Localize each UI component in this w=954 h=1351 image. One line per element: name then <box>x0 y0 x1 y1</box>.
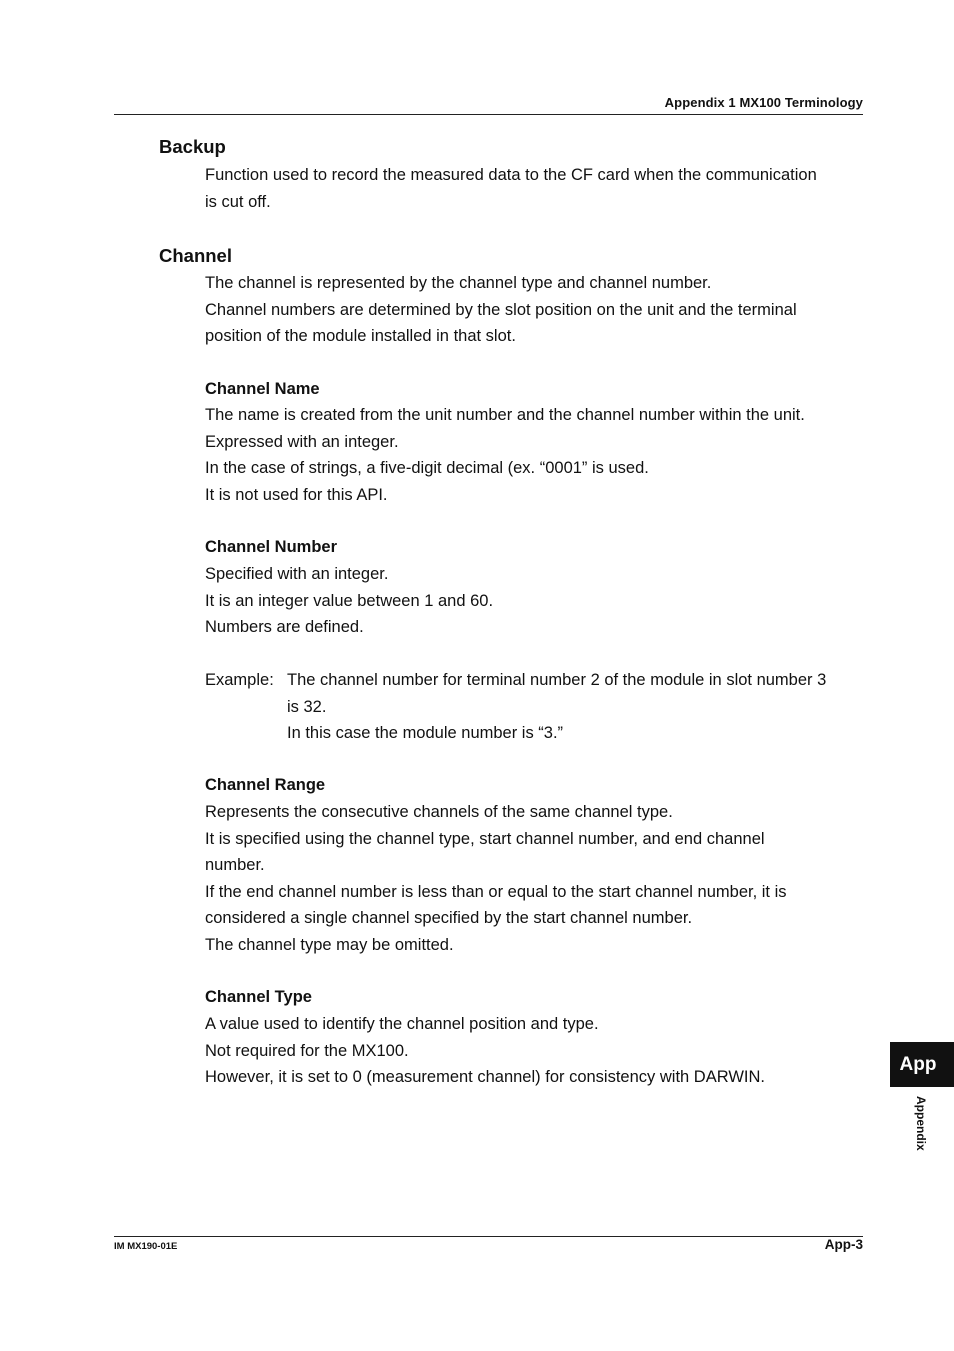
text-line: is cut off. <box>205 192 271 211</box>
text-line: It is not used for this API. <box>205 485 388 504</box>
appendix-tab: App <box>890 1042 954 1087</box>
text-line: considered a single channel specified by the start channel number. <box>205 909 693 927</box>
channel-type-text <box>205 1011 870 1091</box>
text-line: number. <box>205 856 265 874</box>
text-line: The name is created from the unit number and the channel number within the unit. <box>205 406 805 424</box>
heading-channel-name: Channel Name <box>205 380 320 398</box>
text-line: It is specified using the channel type, start channel number, and end channel <box>205 829 765 848</box>
channel-text <box>205 270 870 350</box>
text-line: Function used to record the measured data to the CF card when the communication <box>205 166 817 184</box>
text-line: A value used to identify the channel position and type. <box>205 1015 599 1033</box>
example-label: Example: <box>205 671 274 689</box>
text-line: In this case the module number is “3.” <box>287 724 564 742</box>
text-line: position of the module installed in that slot. <box>205 327 516 345</box>
heading-channel: Channel <box>159 245 232 266</box>
channel-name-text <box>205 402 870 508</box>
header-rule <box>114 114 863 115</box>
example-body <box>287 667 877 747</box>
appendix-vertical-label: Appendix <box>914 1096 928 1151</box>
footer-rule <box>114 1236 863 1237</box>
heading-channel-type: Channel Type <box>205 988 312 1006</box>
text-line: Represents the consecutive channels of the same channel type. <box>205 803 673 821</box>
text-line: The channel number for terminal number 2 of the module in slot number 3 <box>287 671 827 689</box>
text-line: is 32. <box>287 697 327 716</box>
text-line: However, it is set to 0 (measurement channel) for consistency with DARWIN. <box>205 1068 765 1086</box>
text-line: Expressed with an integer. <box>205 432 399 451</box>
document-id: IM MX190-01E <box>114 1241 178 1252</box>
text-line: Not required for the MX100. <box>205 1041 409 1060</box>
text-line: Specified with an integer. <box>205 565 389 583</box>
text-line: It is an integer value between 1 and 60. <box>205 591 494 610</box>
heading-backup: Backup <box>159 136 226 157</box>
text-line: The channel type may be omitted. <box>205 935 454 954</box>
text-line: In the case of strings, a five-digit decimal (ex. “0001” is used. <box>205 459 649 477</box>
text-line: If the end channel number is less than or equal to the start channel number, it is <box>205 882 787 901</box>
backup-text <box>205 162 870 215</box>
page-number: App-3 <box>824 1237 863 1252</box>
heading-channel-number: Channel Number <box>205 538 338 556</box>
channel-range-text <box>205 799 870 958</box>
text-line: Channel numbers are determined by the slot position on the unit and the terminal <box>205 300 797 319</box>
heading-channel-range: Channel Range <box>205 776 326 794</box>
text-line: Numbers are defined. <box>205 618 364 636</box>
channel-number-text <box>205 561 870 641</box>
running-header: Appendix 1 MX100 Terminology <box>664 95 863 110</box>
text-line: The channel is represented by the channel type and channel number. <box>205 274 712 292</box>
